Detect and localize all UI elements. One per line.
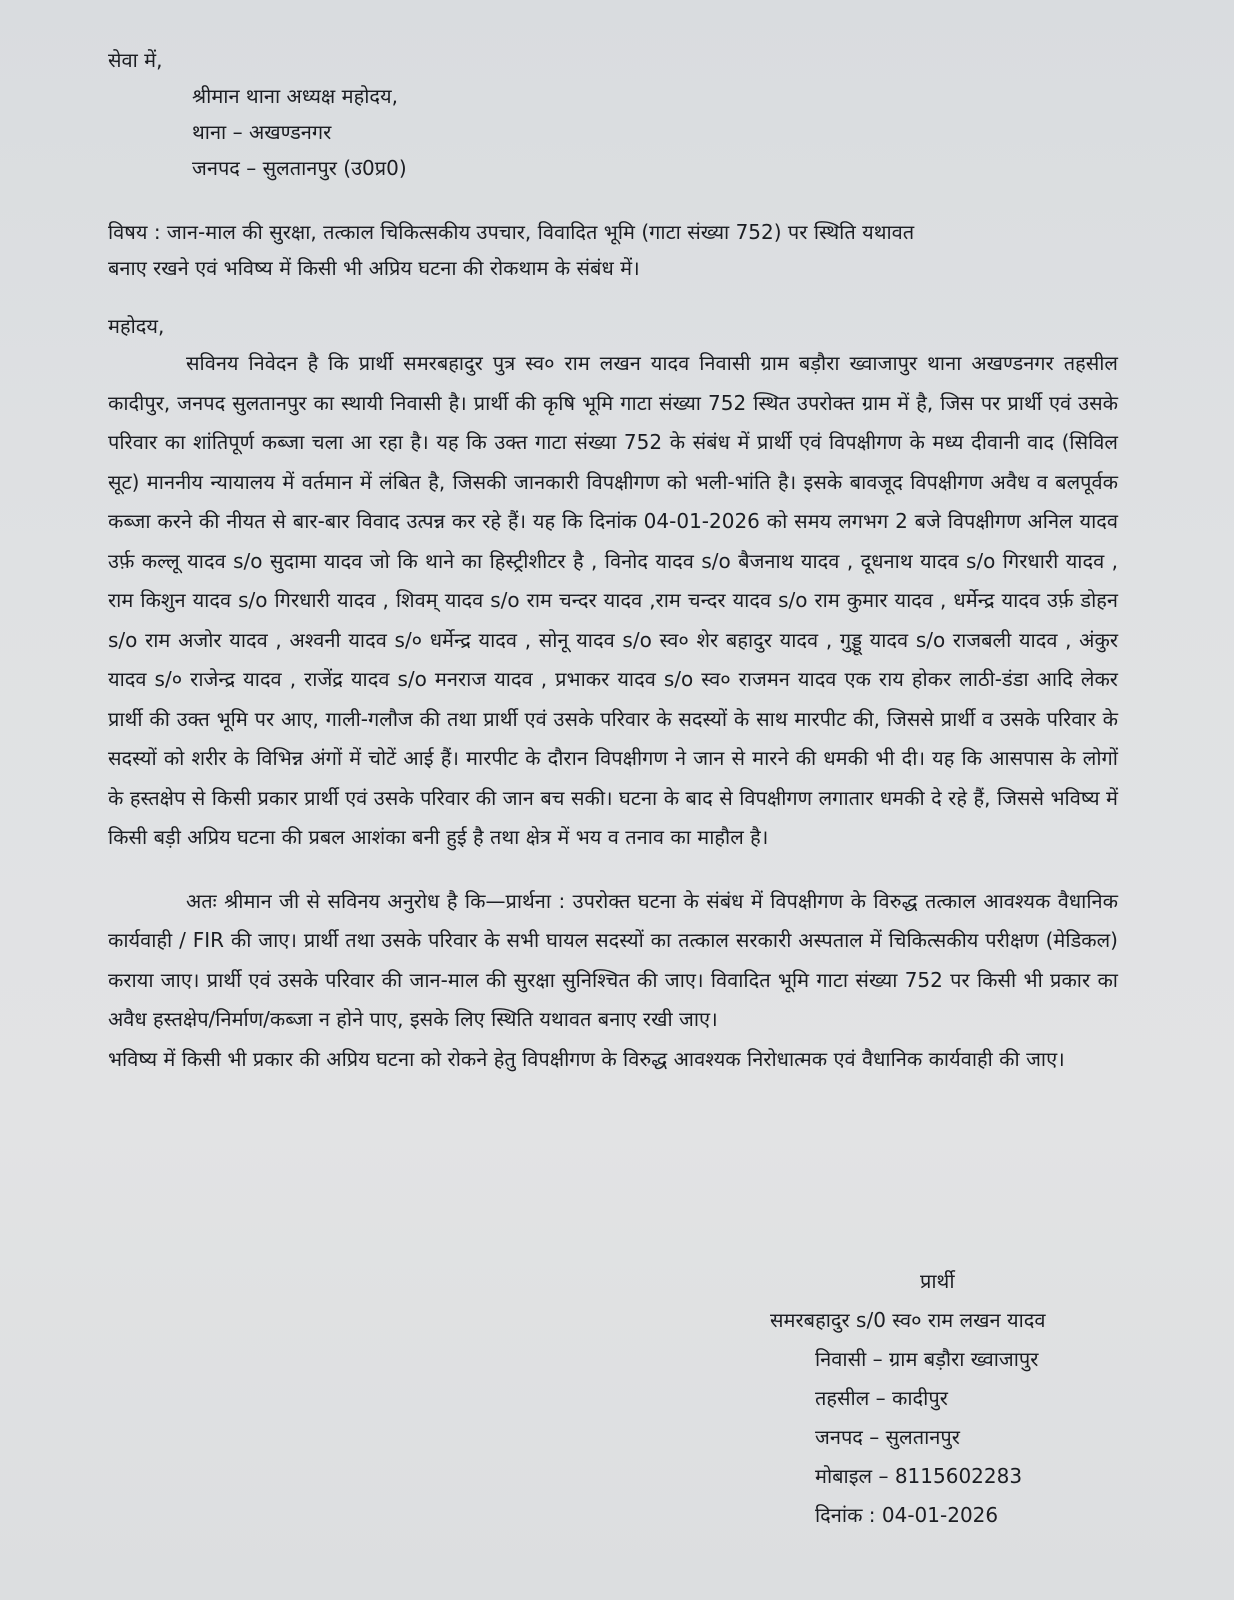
body-paragraph-1: सविनय निवेदन है कि प्रार्थी समरबहादुर पुत्र स्व० राम लखन यादव निवासी ग्राम बड़ौरा ख्वाजापुर थाना अखण्डनगर तहसील कादीपुर, जनपद सुलतानपुर का स्थायी निवासी है। प्रार्थी की कृषि भूमि गाटा संख्या 752 स्थित उपरोक्त ग्राम में है, जिस पर प्रार्थी एवं उसके परिवार का शांतिपूर्ण कब्जा चला आ रहा है। यह कि उक्त गाटा संख्या 752 के संबंध में प्रार्थी एवं विपक्षीगण के मध्य दीवानी वाद (सिविल सूट) माननीय न्यायालय में वर्तमान में लंबित है, जिसकी जानकारी विपक्षीगण को भली-भांति है। इसके बावजूद विपक्षीगण अवैध व बलपूर्वक कब्जा करने की नीयत से बार-बार विवाद उत्पन्न कर रहे हैं। यह कि दिनांक 04-01-2026 को समय लगभग 2 बजे विपक्षीगण अनिल यादव उर्फ़ कल्लू यादव s/o सुदामा यादव जो कि थाने का हिस्ट्रीशीटर है , विनोद यादव s/o बैजनाथ यादव , दूधनाथ यादव s/o गिरधारी यादव , राम किशुन यादव s/o गिरधारी यादव , शिवम् यादव s/o राम चन्दर यादव ,राम चन्दर यादव s/o राम कुमार यादव , धर्मेन्द्र यादव उर्फ़ डोहन s/o राम अजोर यादव , अश्वनी यादव s/० धर्मेन्द्र यादव , सोनू यादव s/o स्व० शेर बहादुर यादव , गुड्डू यादव s/o राजबली यादव , अंकुर यादव s/० राजेन्द्र यादव , राजेंद्र यादव s/o मनराज यादव , प्रभाकर यादव s/o स्व० राजमन यादव एक राय होकर लाठी-डंडा आदि लेकर प्रार्थी की उक्त भूमि पर आए, गाली-गलौज की तथा प्रार्थी एवं उसके परिवार के सदस्यों के साथ मारपीट की, जिससे प्रार्थी व उसके परिवार के सदस्यों को शरीर के विभिन्न अंगों में चोटें आई हैं। मारपीट के दौरान विपक्षीगण ने जान से मारने की धमकी भी दी। यह कि आसपास के लोगों के हस्तक्षेप से किसी प्रकार प्रार्थी एवं उसके परिवार की जान बच सकी। घटना के बाद से विपक्षीगण लगातार धमकी दे रहे हैं, जिससे भविष्य में किसी बड़ी अप्रिय घटना की प्रबल आशंका बनी हुई है तथा क्षेत्र में भय व तनाव का माहौल है। xyxy=(108,351,1118,849)
letter-body xyxy=(108,42,1118,1079)
signature-name: समरबहादुर s/0 स्व० राम लखन यादव xyxy=(770,1308,1046,1332)
signature-detail: मोबाइल – 8115602283 xyxy=(815,1464,1023,1488)
greeting: महोदय, xyxy=(108,314,165,338)
signature-detail: जनपद – सुलतानपुर xyxy=(815,1425,960,1449)
address-line: थाना – अखण्डनगर xyxy=(192,120,332,144)
signature-detail: निवासी – ग्राम बड़ौरा ख्वाजापुर xyxy=(815,1347,1039,1371)
address-line: जनपद – सुलतानपुर (उ0प्र0) xyxy=(192,156,407,180)
subject xyxy=(108,214,1118,286)
signature-block xyxy=(770,1262,1046,1535)
body-paragraph-3: भविष्य में किसी भी प्रकार की अप्रिय घटना को रोकने हेतु विपक्षीगण के विरुद्ध आवश्यक निरोधात्मक एवं वैधानिक कार्यवाही की जाए। xyxy=(108,1046,1065,1071)
recipient-address xyxy=(108,78,1118,186)
body-paragraph-2: अतः श्रीमान जी से सविनय अनुरोध है कि—प्रार्थना : उपरोक्त घटना के संबंध में विपक्षीगण के विरुद्ध तत्काल आवश्यक वैधानिक कार्यवाही / FIR की जाए। प्रार्थी तथा उसके परिवार के सभी घायल सदस्यों का तत्काल सरकारी अस्पताल में चिकित्सकीय परीक्षण (मेडिकल) कराया जाए। प्रार्थी एवं उसके परिवार की जान-माल की सुरक्षा सुनिश्चित की जाए। विवादित भूमि गाटा संख्या 752 पर किसी भी प्रकार का अवैध हस्तक्षेप/निर्माण/कब्जा न होने पाए, इसके लिए स्थिति यथावत बनाए रखी जाए। xyxy=(108,888,1118,1031)
signature-detail: दिनांक : 04-01-2026 xyxy=(815,1503,999,1527)
subject-line: विषय : जान-माल की सुरक्षा, तत्काल चिकित्सकीय उपचार, विवादित भूमि (गाटा संख्या 752) पर स्थिति यथावत xyxy=(108,220,915,244)
signature-detail: तहसील – कादीपुर xyxy=(815,1386,948,1410)
address-line: श्रीमान थाना अध्यक्ष महोदय, xyxy=(192,84,398,108)
subject-line: बनाए रखने एवं भविष्य में किसी भी अप्रिय घटना की रोकथाम के संबंध में। xyxy=(108,256,640,280)
salutation: सेवा में, xyxy=(108,48,163,72)
signature-title: प्रार्थी xyxy=(920,1269,955,1293)
